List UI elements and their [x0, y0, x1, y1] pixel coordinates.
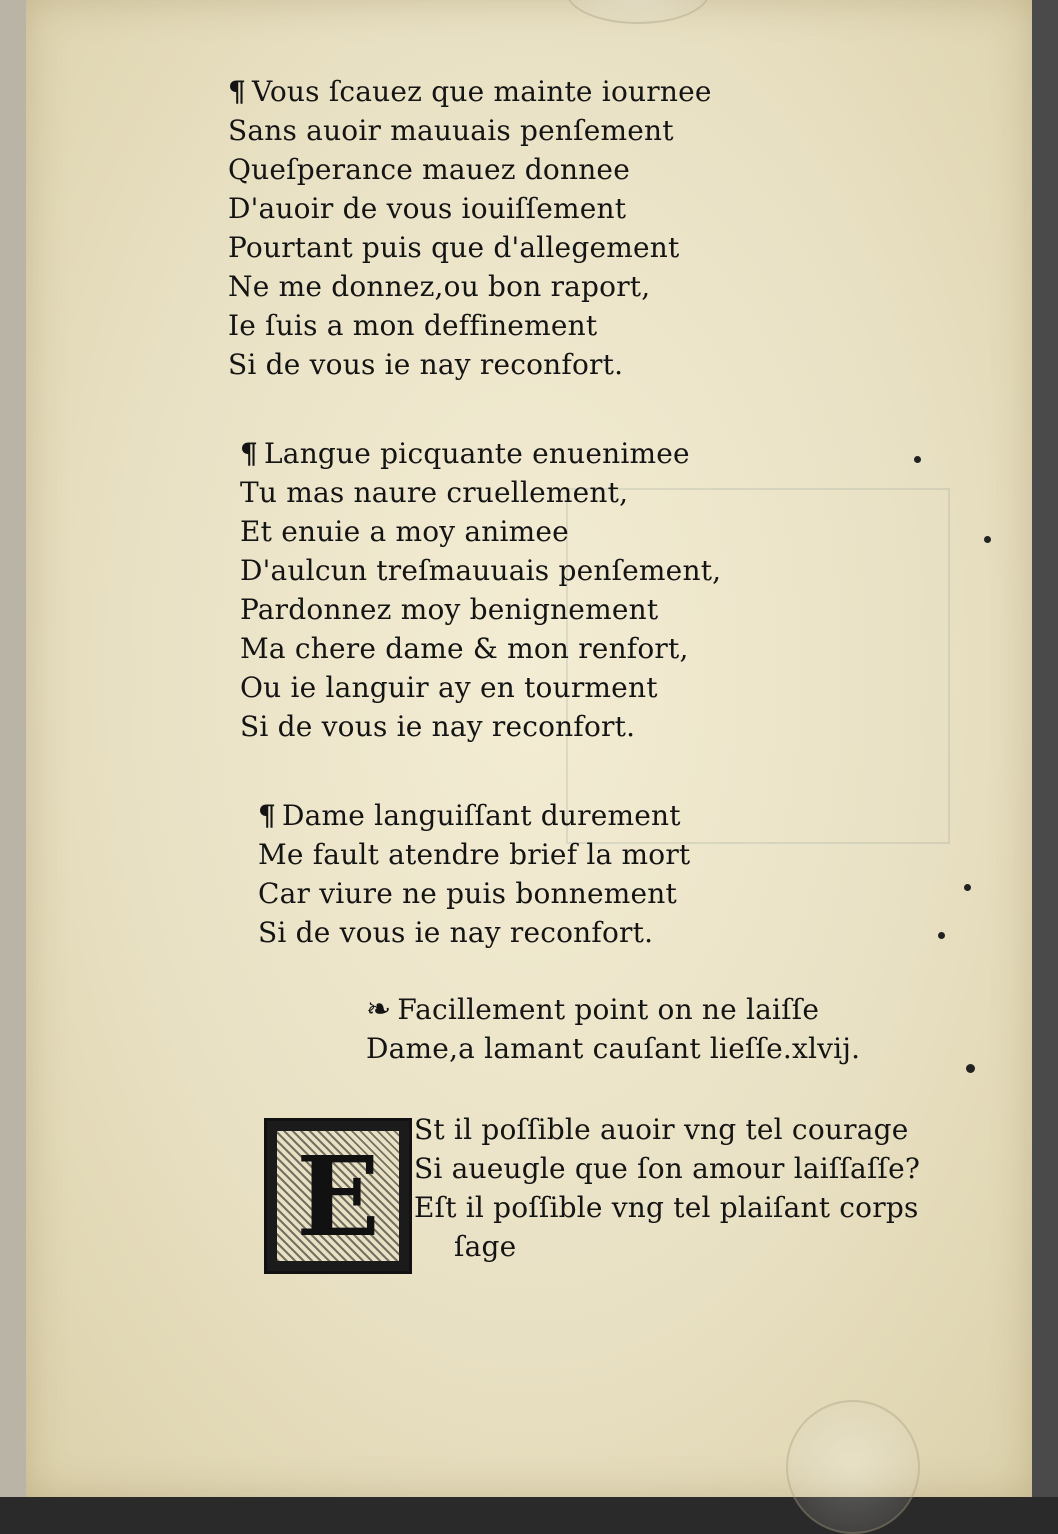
stanza-line: Si de vous ie nay reconfort. [228, 348, 624, 381]
fleuron-icon: ❧ [366, 992, 392, 1027]
stanza-line: Si de vous ie nay reconfort. [258, 916, 654, 949]
final-stanza [414, 1110, 920, 1266]
stanza-line: Ou ie languir ay en tourment [240, 671, 658, 704]
stanza-line: Queſperance mauez donnee [228, 153, 630, 186]
ink-speck [938, 932, 945, 939]
scan-left-margin [0, 0, 26, 1497]
stanza-line: Me fault atendre brief la mort [258, 838, 691, 871]
stanza-line: ſage [454, 1230, 517, 1263]
stanza-line: Car viure ne puis bonnement [258, 877, 677, 910]
stanza-line: Et enuie a moy animee [240, 515, 569, 548]
stanza-line: ¶ Dame languiſſant durement [258, 796, 690, 835]
stanza-2 [240, 434, 721, 746]
ink-speck [966, 1064, 975, 1073]
decorated-initial [264, 1118, 412, 1274]
stanza-line: Ie ſuis a mon deffinement [228, 309, 598, 342]
stanza-line: Si aueugle que ſon amour laiſſaſſe? [414, 1152, 921, 1185]
pilcrow-mark: ¶ [228, 75, 247, 108]
stanza-line: D'auoir de vous iouiſſement [228, 192, 627, 225]
clasp-impression-top [566, 0, 710, 24]
ink-speck [964, 884, 971, 891]
stanza-line: Sans auoir mauuais penſement [228, 114, 674, 147]
stanza-line: Ma chere dame & mon renfort, [240, 632, 689, 665]
stanza-line: ¶ Langue picquante enuenimee [240, 434, 721, 473]
stanza-line: Si de vous ie nay reconfort. [240, 710, 636, 743]
stanza-line: Pourtant puis que d'allegement [228, 231, 680, 264]
clasp-impression-bottom [786, 1400, 920, 1534]
ink-speck [984, 536, 991, 543]
ink-speck [914, 456, 921, 463]
pilcrow-mark: ¶ [258, 799, 277, 832]
scan-right-margin [1032, 0, 1058, 1497]
stanza-line: D'aulcun treſmauuais penſement, [240, 554, 722, 587]
stanza-line: Eſt il poſſible vng tel plaiſant corps [414, 1191, 919, 1224]
stanza-line: Pardonnez moy benignement [240, 593, 659, 626]
stanza-line: ¶ Vous ſcauez que mainte iournee [228, 72, 712, 111]
stanza-line: Tu mas naure cruellement, [240, 476, 629, 509]
stanza-line: St il poſſible auoir vng tel courage [414, 1113, 909, 1146]
initial-letter: E [277, 1131, 399, 1261]
stanza-1 [228, 72, 712, 384]
heading-line: Dame,a lamant cauſant lieſſe.xlvij. [366, 1032, 861, 1065]
pilcrow-mark: ¶ [240, 437, 259, 470]
poem-heading [366, 990, 860, 1068]
heading-line: ❧ Facillement point on ne laiſſe [366, 992, 820, 1027]
stanza-line: Ne me donnez,ou bon raport, [228, 270, 651, 303]
stanza-3 [258, 796, 690, 952]
